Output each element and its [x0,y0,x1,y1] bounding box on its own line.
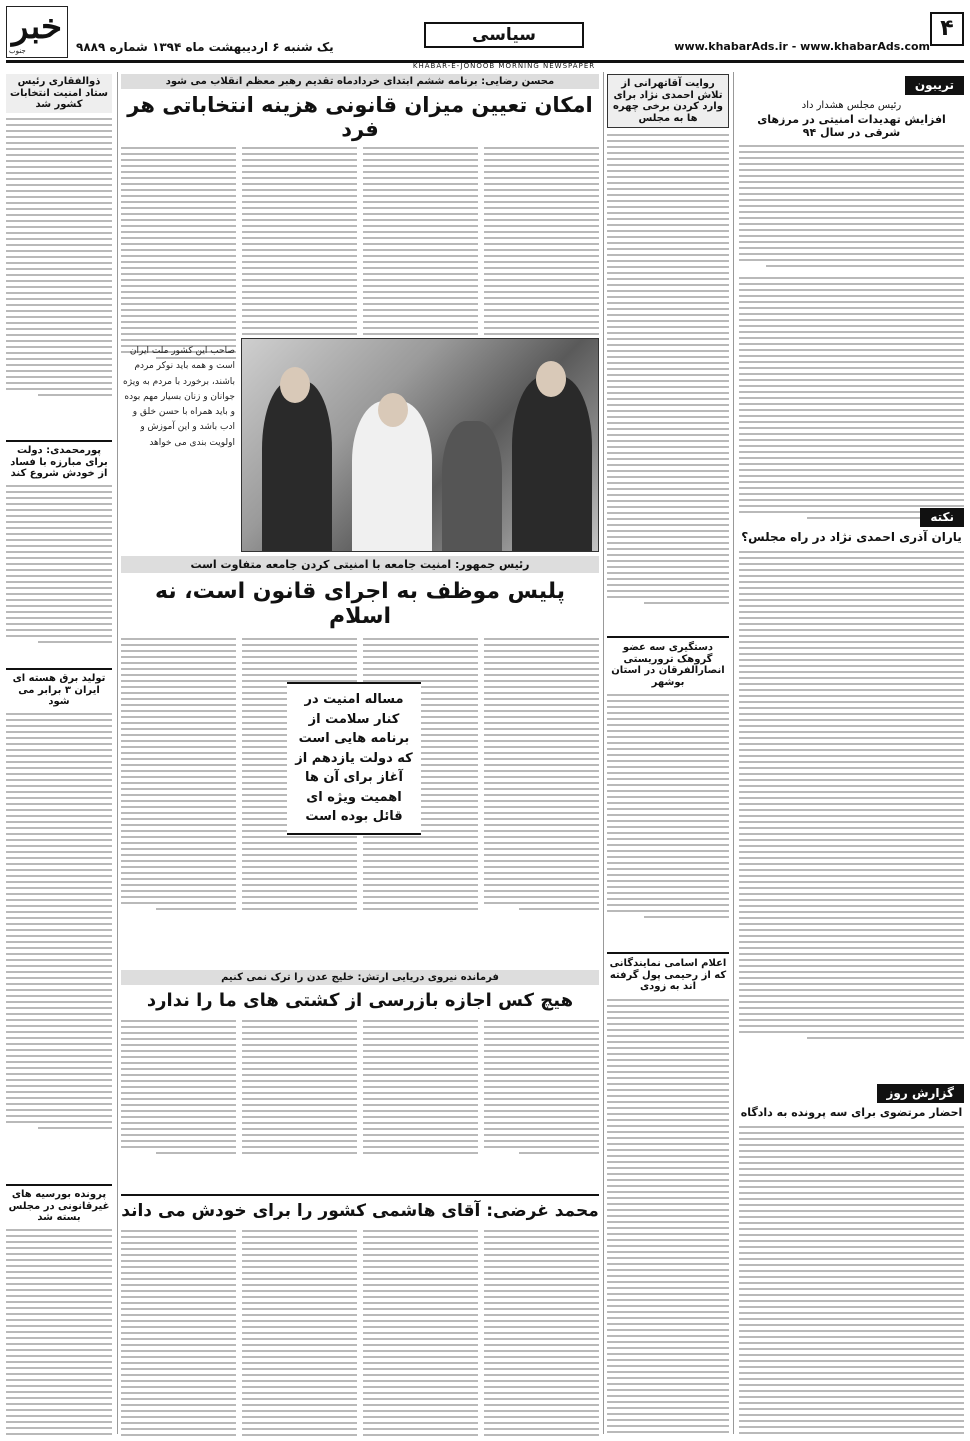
website-url[interactable]: www.khabarAds.ir - www.khabarAds.com [674,40,930,53]
police-kicker: رئیس جمهور: امنیت جامعه با امنیتی کردن جامعه متفاوت است [121,556,599,573]
zolfaghari-headline[interactable]: ذوالفقاری رئیس ستاد امنیت انتخابات کشور شد [6,74,112,113]
gharazi-body [121,1230,599,1436]
nokte-flag: نکته [920,508,964,527]
story-rahimi [607,952,729,1436]
second-column [607,74,729,1436]
story-nuclear-power [6,668,112,1133]
aghatehrani-body [607,134,729,604]
story-aghatehrani [607,74,729,128]
section-title: سیاسی [424,22,584,48]
column-divider [733,72,734,1434]
rahimi-headline[interactable]: اعلام اسامی نمایندگانی که از رحیمی پول گرفته اند به زودی [607,952,729,993]
story-scholarships [6,1184,112,1436]
english-subtitle: KHABAR-E-JONOOB MORNING NEWSPAPER [412,62,596,70]
issue-date-line: یک شنبه ۶ اردیبهشت ماه ۱۳۹۴ شماره ۹۸۸۹ [76,40,334,54]
navy-headline[interactable]: هیچ کس اجازه بازرسی از کشتی های ما را ندارد [146,990,574,1011]
page-number: ۴ [930,12,964,46]
tribune-body [739,145,964,519]
aghatehrani-headline[interactable]: روایت آقاتهرانی از تلاش احمدی نژاد برای وارد کردن برخی چهره ها به مجلس [613,78,723,124]
pull-quote: مساله امنیت در کنار سلامت از برنامه هایی است که دولت یازدهم از آغاز برای آن ها اهمیت ویژه ای قائل بوده است [287,682,421,835]
left-column [6,74,112,1436]
nokte-headline[interactable]: یاران آذری احمدی نژاد در راه مجلس؟ [741,530,962,544]
rahimi-body [607,999,729,1437]
pourmohammadi-headline[interactable]: پورمحمدی: دولت برای مبارزه با فساد از خودش شروع کند [6,440,112,480]
gharazi-headline[interactable]: محمد غرضی: آقای هاشمی کشور را برای خودش می داند [121,1194,599,1222]
nokte-section [739,506,964,1043]
navy-body [121,1020,599,1158]
report-headline[interactable]: احضار مرتضوی برای سه پرونده به دادگاه [740,1106,963,1119]
story-pourmohammadi [6,440,112,647]
report-flag: گزارش روز [877,1084,964,1103]
rezaei-headline[interactable]: امکان تعیین میزان قانونی هزینه انتخاباتی هر فرد [127,93,593,142]
report-body [739,1126,964,1436]
photo-caption: صاحب این کشور ملت ایران است و همه باید نوکر مردم باشند، برخورد با مردم به ویژه جوانان و زنان بسیار مهم بوده و باید همراه با حسن خلق و ادب باشد و این آموزش و اولویت بندی می خواهد [123,346,235,448]
navy-story [121,970,599,1158]
main-area [121,74,599,1436]
scholarships-headline[interactable]: پرونده بورسیه های غیرقانونی در مجلس بسته شد [6,1184,112,1224]
tribune-headline[interactable]: افزایش تهدیدات امنیتی در مرزهای شرقی در سال ۹۴ [757,113,946,139]
police-story [121,556,599,914]
story-zolfaghari [6,74,112,396]
rezaei-kicker: محسن رضایی: برنامه ششم ابتدای خردادماه تقدیم رهبر معظم انقلاب می شود [121,74,599,89]
newspaper-logo[interactable] [6,6,68,58]
rezaei-body [121,147,599,369]
nuclear-headline[interactable]: تولید برق هسته ای ایران ۳ برابر می شود [6,668,112,708]
ansar-body [607,694,729,918]
navy-kicker: فرمانده نیروی دریایی ارتش: خلیج عدن را ترک نمی کنیم [121,970,599,985]
ansar-headline[interactable]: دستگیری سه عضو گروهک تروریستی انصارالفرقان در استان بوشهر [607,636,729,688]
tribune-flag: تریبون [905,76,964,95]
tribune-kicker: رئیس مجلس هشدار داد [801,100,902,111]
tribune-section [739,74,964,519]
column-divider [603,72,604,1434]
section-header [424,22,584,52]
gharazi-story [121,1190,599,1436]
police-headline[interactable]: پلیس موظف به اجرای قانون است، نه اسلام [155,579,565,630]
report-section [739,1082,964,1436]
column-divider [117,72,118,1434]
news-photo[interactable] [241,338,599,552]
logo-subtext: جنوب [9,47,26,55]
masthead [0,0,970,72]
right-column [739,74,964,1436]
logo-text: خبر [11,7,63,47]
story-ansar-alforqan [607,636,729,922]
nokte-body [739,551,964,1039]
